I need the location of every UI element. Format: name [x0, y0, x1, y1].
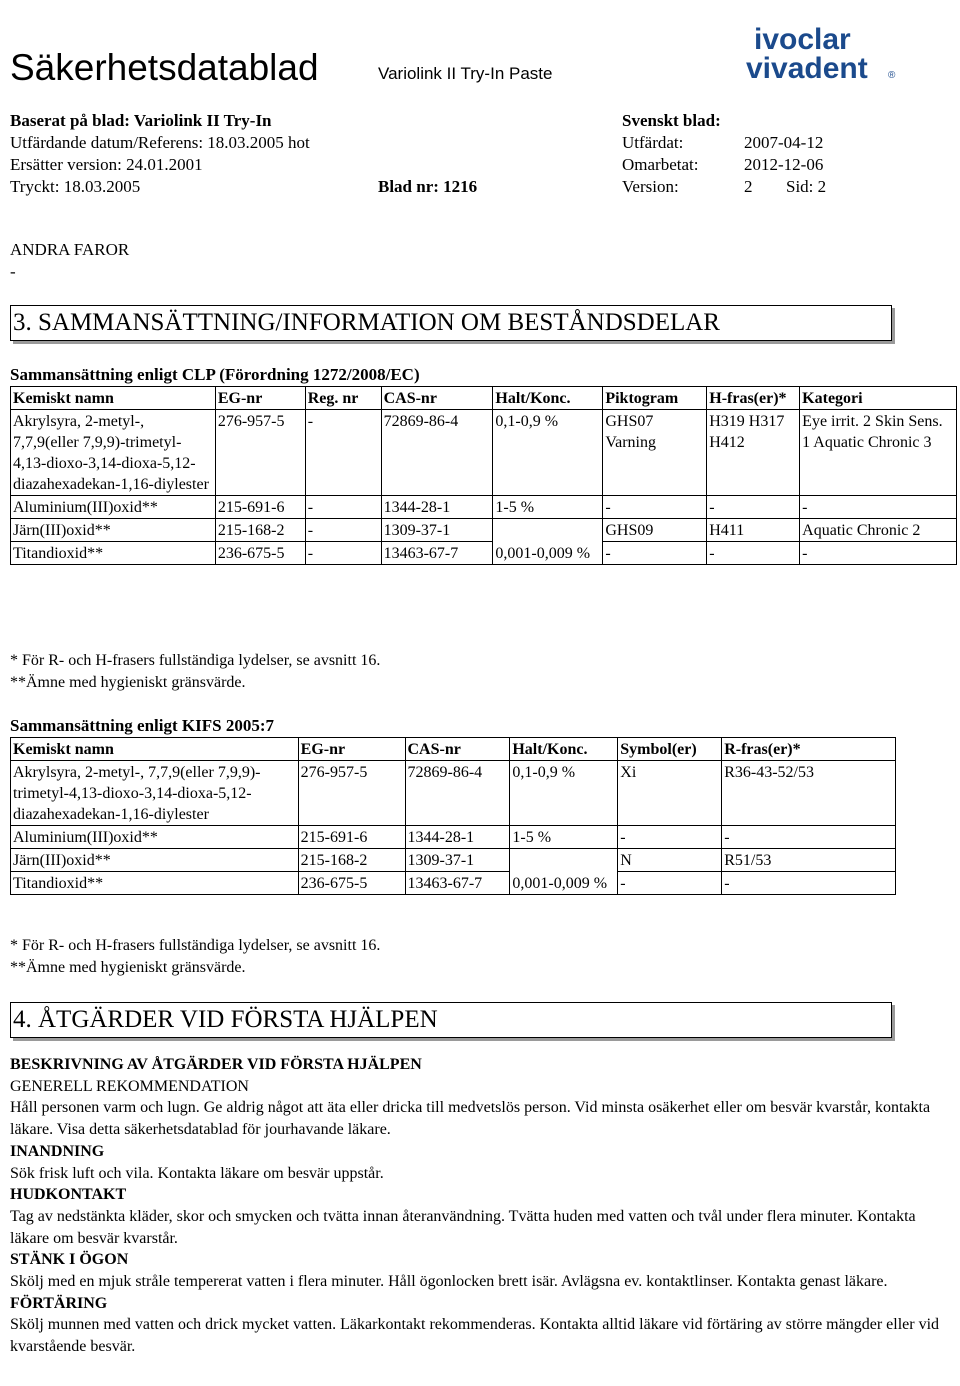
kifs-col-rphrases: R-fras(er)*: [722, 738, 896, 761]
cell-symbol: Xi: [618, 761, 722, 826]
cell-chemical-name: Aluminium(III)oxid**: [11, 496, 216, 519]
page-number: Sid: 2: [786, 177, 827, 196]
table-row: [11, 849, 896, 872]
cell-eg-nr: 276-957-5: [298, 761, 405, 826]
cell-hphrases: H411: [707, 519, 800, 542]
cell-category: Aquatic Chronic 2: [800, 519, 957, 542]
cell-reg-nr: -: [305, 410, 381, 496]
logo-line2: vivadent: [746, 52, 868, 82]
document-header: [10, 0, 950, 100]
inhalation-text: Sök frisk luft och vila. Kontakta läkare om besvär uppstår.: [10, 1164, 384, 1182]
document-meta: [10, 110, 950, 198]
version-value: 2: [744, 177, 753, 196]
table-row: [11, 496, 957, 519]
eye-contact-text: Skölj med en mjuk stråle tempererat vatten i flera minuter. Håll ögonlocken brett isär. Avlägsna ev. kontaktlinser. Kontakta genast läkare.: [10, 1273, 888, 1291]
cell-reg-nr: -: [305, 542, 381, 565]
inhalation-heading: INANDNING: [10, 1142, 105, 1160]
table-row: [11, 872, 896, 895]
replaces-version: Ersätter version: 24.01.2001: [10, 155, 203, 174]
cell-pictogram: GHS09: [603, 519, 707, 542]
clp-table: [10, 386, 957, 565]
table-row: [11, 761, 896, 826]
cell-cas-nr: 1309-37-1: [381, 519, 493, 542]
ivoclar-vivadent-logo: [746, 22, 898, 82]
kifs-col-eg: EG-nr: [298, 738, 405, 761]
section4-title: 4. ÅTGÄRDER VID FÖRSTA HJÄLPEN: [10, 1002, 892, 1038]
cell-concentration: 0,1-0,9 %: [493, 410, 603, 496]
cell-symbol: N: [618, 849, 722, 872]
issued-value: 2007-04-12: [744, 133, 824, 152]
general-heading: GENERELL REKOMMENDATION: [10, 1077, 249, 1095]
other-hazards-value: -: [10, 262, 16, 281]
cell-category: -: [800, 496, 957, 519]
cell-eg-nr: 215-691-6: [298, 826, 405, 849]
clp-col-name: Kemiskt namn: [11, 387, 216, 410]
kifs-col-cas: CAS-nr: [405, 738, 510, 761]
issue-reference: Utfärdande datum/Referens: 18.03.2005 hot: [10, 133, 310, 152]
cell-reg-nr: -: [305, 496, 381, 519]
page: [10, 0, 950, 1356]
cell-pictogram: -: [603, 542, 707, 565]
clp-col-category: Kategori: [800, 387, 957, 410]
table-row: [11, 542, 957, 565]
cell-concentration: 1-5 %: [510, 826, 618, 849]
table-row: [11, 410, 957, 496]
cell-cas-nr: 1344-28-1: [381, 496, 493, 519]
table-row: [11, 519, 957, 542]
cell-hphrases: H319 H317 H412: [707, 410, 800, 496]
cell-concentration: 1-5 %: [493, 496, 603, 519]
cell-chemical-name: Titandioxid**: [11, 872, 299, 895]
cell-chemical-name: Järn(III)oxid**: [11, 849, 299, 872]
logo-registered-mark: ®: [888, 70, 896, 81]
skin-contact-heading: HUDKONTAKT: [10, 1186, 127, 1204]
cell-cas-nr: 72869-86-4: [381, 410, 493, 496]
swedish-sheet: Svenskt blad:: [622, 111, 721, 130]
general-text: Håll personen varm och lugn. Ge aldrig något att äta eller dricka till medvetslös person. Vid minsta osäkerhet eller om besvär kvarstår, kontakta läkare. Visa detta säkerhetsdatablad för jourhavande läkare.: [10, 1099, 931, 1139]
clp-header-row: [11, 387, 957, 410]
cell-rphrases: R36-43-52/53: [722, 761, 896, 826]
cell-reg-nr: -: [305, 519, 381, 542]
cell-symbol: -: [618, 826, 722, 849]
eye-contact-heading: STÄNK I ÖGON: [10, 1251, 129, 1269]
section3-title: 3. SAMMANSÄTTNING/INFORMATION OM BESTÅNDSDELAR: [10, 305, 892, 341]
clp-col-reg: Reg. nr: [305, 387, 381, 410]
clp-col-hphrases: H-fras(er)*: [707, 387, 800, 410]
cell-chemical-name: Aluminium(III)oxid**: [11, 826, 299, 849]
version-label: Version:: [622, 177, 679, 196]
kifs-header-row: [11, 738, 896, 761]
cell-eg-nr: 215-691-6: [215, 496, 305, 519]
kifs-col-symbol: Symbol(er): [618, 738, 722, 761]
based-on: Baserat på blad: Variolink II Try-In: [10, 111, 272, 130]
kifs-footnote-phrases: * För R- och H-frasers fullständiga lydelser, se avsnitt 16.: [10, 937, 381, 954]
kifs-col-name: Kemiskt namn: [11, 738, 299, 761]
cell-cas-nr: 13463-67-7: [405, 872, 510, 895]
cell-chemical-name: Akrylsyra, 2-metyl-, 7,7,9(eller 7,9,9)-trimetyl-4,13-dioxo-3,14-dioxa-5,12-diazahexadekan-1,16-diylester: [11, 761, 299, 826]
cell-hphrases: -: [707, 542, 800, 565]
cell-cas-nr: 1309-37-1: [405, 849, 510, 872]
clp-footnote-exposure: **Ämne med hygieniskt gränsvärde.: [10, 674, 246, 691]
logo-line1: ivoclar: [754, 23, 851, 56]
clp-col-conc: Halt/Konc.: [493, 387, 603, 410]
cell-eg-nr: 236-675-5: [298, 872, 405, 895]
revised-label: Omarbetat:: [622, 155, 699, 174]
sheet-number: Blad nr: 1216: [378, 177, 478, 196]
kifs-table: [10, 737, 896, 895]
cell-rphrases: -: [722, 826, 896, 849]
cell-eg-nr: 215-168-2: [298, 849, 405, 872]
kifs-col-conc: Halt/Konc.: [510, 738, 618, 761]
cell-category: -: [800, 542, 957, 565]
cell-concentration: 0,1-0,9 %: [510, 761, 618, 826]
cell-pictogram: GHS07 Varning: [603, 410, 707, 496]
issued-label: Utfärdat:: [622, 133, 684, 152]
cell-cas-nr: 72869-86-4: [405, 761, 510, 826]
cell-eg-nr: 276-957-5: [215, 410, 305, 496]
printed-date: Tryckt: 18.03.2005: [10, 177, 141, 196]
skin-contact-text: Tag av nedstänkta kläder, skor och smycken och tvätta innan återanvändning. Tvätta huden med vatten och tvål under flera minuter. Kontakta läkare om besvär kvarstår.: [10, 1207, 916, 1247]
first-aid-section: [10, 1054, 950, 1358]
cell-concentration: 0,001-0,009 %: [510, 849, 618, 895]
cell-rphrases: -: [722, 872, 896, 895]
ingestion-heading: FÖRTÄRING: [10, 1294, 108, 1312]
cell-chemical-name: Titandioxid**: [11, 542, 216, 565]
cell-category: Eye irrit. 2 Skin Sens. 1 Aquatic Chronic 3: [800, 410, 957, 496]
cell-cas-nr: 13463-67-7: [381, 542, 493, 565]
clp-col-eg: EG-nr: [215, 387, 305, 410]
cell-cas-nr: 1344-28-1: [405, 826, 510, 849]
revised-value: 2012-12-06: [744, 155, 824, 174]
clp-col-cas: CAS-nr: [381, 387, 493, 410]
clp-heading: Sammansättning enligt CLP (Förordning 1272/2008/EC): [10, 365, 420, 384]
clp-col-pictogram: Piktogram: [603, 387, 707, 410]
cell-rphrases: R51/53: [722, 849, 896, 872]
ingestion-text: Skölj munnen med vatten och drick mycket vatten. Läkarkontakt rekommenderas. Kontakta alltid läkare vid förtäring av större mängder eller vid kvarstående besvär.: [10, 1316, 940, 1356]
cell-hphrases: -: [707, 496, 800, 519]
cell-pictogram: -: [603, 496, 707, 519]
cell-concentration: 0,001-0,009 %: [493, 519, 603, 565]
document-title: Säkerhetsdatablad: [10, 47, 319, 88]
table-row: [11, 826, 896, 849]
cell-chemical-name: Järn(III)oxid**: [11, 519, 216, 542]
cell-chemical-name: Akrylsyra, 2-metyl-, 7,7,9(eller 7,9,9)-trimetyl-4,13-dioxo-3,14-dioxa-5,12-diazahexadekan-1,16-diylester: [11, 410, 216, 496]
other-hazards-heading: ANDRA FAROR: [10, 240, 130, 259]
cell-eg-nr: 236-675-5: [215, 542, 305, 565]
cell-eg-nr: 215-168-2: [215, 519, 305, 542]
kifs-heading: Sammansättning enligt KIFS 2005:7: [10, 716, 274, 735]
other-hazards: [10, 239, 129, 283]
kifs-footnote-exposure: **Ämne med hygieniskt gränsvärde.: [10, 959, 246, 976]
first-aid-description-heading: BESKRIVNING AV ÅTGÄRDER VID FÖRSTA HJÄLPEN: [10, 1056, 422, 1073]
product-name: Variolink II Try-In Paste: [378, 64, 553, 83]
clp-footnote-phrases: * För R- och H-frasers fullständiga lydelser, se avsnitt 16.: [10, 652, 381, 669]
cell-symbol: -: [618, 872, 722, 895]
